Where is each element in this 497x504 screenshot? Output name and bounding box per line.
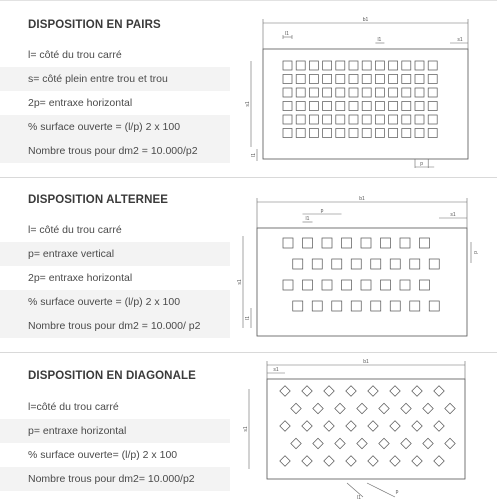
square-hole [402,115,411,124]
square-hole [371,301,381,311]
diamond-hole [434,421,444,431]
diamond-hole [313,403,323,413]
diamond-hole [390,421,400,431]
dimension-label: p [395,489,399,495]
square-hole [362,129,371,138]
square-hole [428,102,437,111]
square-hole [428,88,437,97]
diamond-hole [357,438,367,448]
spec-line: p= entraxe horizontal [0,419,230,443]
diamond-hole [445,438,455,448]
square-hole [389,102,398,111]
section-title: DISPOSITION EN PAIRS [28,19,161,31]
diamond-hole [412,421,422,431]
square-hole [349,129,358,138]
square-hole [322,280,332,290]
square-hole [415,75,424,84]
square-hole [322,238,332,248]
diamond-hole [335,403,345,413]
square-hole [323,115,332,124]
square-hole [332,301,342,311]
square-hole [375,115,384,124]
square-hole [362,75,371,84]
square-hole [402,129,411,138]
dimension-label: b1 [362,17,369,23]
square-hole [351,259,361,269]
square-hole [361,280,371,290]
spec-list [0,395,230,491]
diamond-hole [346,421,356,431]
square-hole [362,102,371,111]
diamond-hole [346,386,356,396]
section-disposition-en-pairs [0,0,497,177]
spec-line: l=côté du trou carré [28,401,119,413]
section-title: DISPOSITION EN DIAGONALE [28,370,196,382]
spec-line: Nombre trous pour dm2 = 10.000/ p2 [0,314,230,338]
square-hole [336,75,345,84]
diamond-hole [368,386,378,396]
square-hole [283,129,292,138]
square-hole [309,102,318,111]
diamond-hole [302,421,312,431]
plate-outline [257,228,467,336]
square-hole [415,88,424,97]
square-hole [389,61,398,70]
square-hole [371,259,381,269]
dimension-label: s1 [450,212,456,218]
diamond-hole [368,421,378,431]
square-hole [389,129,398,138]
square-hole [296,88,305,97]
dimension-label: s1 [245,101,251,107]
square-hole [303,280,313,290]
dimension-label: b1 [359,196,365,202]
square-hole [362,88,371,97]
square-hole [390,259,400,269]
diamond-hole [280,386,290,396]
square-hole [309,88,318,97]
diamond-hole [412,386,422,396]
square-hole [410,301,420,311]
spec-line: Nombre trous pour dm2 = 10.000/p2 [0,139,230,163]
square-hole [349,88,358,97]
square-hole [323,129,332,138]
diamond-hole [434,386,444,396]
square-hole [400,280,410,290]
diamond-hole [335,438,345,448]
diamond-hole [445,403,455,413]
dimension-line [367,483,395,497]
dimension-label: s1 [243,426,249,432]
square-hole [415,115,424,124]
diamond-hole [412,456,422,466]
square-hole [375,88,384,97]
diagram-alternee-svg [235,192,485,347]
diamond-hole [291,438,301,448]
square-hole [283,88,292,97]
square-hole [296,129,305,138]
dimension-label: b1 [363,359,369,365]
dimension-label: l1 [377,37,382,43]
square-hole [293,259,303,269]
square-hole [336,61,345,70]
diamond-hole [423,438,433,448]
diamond-hole [390,456,400,466]
square-hole [332,259,342,269]
square-hole [429,301,439,311]
square-hole [323,75,332,84]
square-hole [296,61,305,70]
diamond-hole [346,456,356,466]
dimension-label: l1 [305,216,310,222]
dimension-label: l1 [245,316,251,320]
square-hole [283,75,292,84]
diamond-hole [423,403,433,413]
section-disposition-en-diagonale [0,352,497,504]
square-hole [283,115,292,124]
dimension-label: s1 [237,279,243,285]
diamond-hole [434,456,444,466]
square-hole [400,238,410,248]
square-hole [309,61,318,70]
square-hole [296,102,305,111]
spec-line: p= entraxe vertical [0,242,230,266]
dimension-label: l1 [357,495,361,501]
diamond-hole [401,438,411,448]
diamond-hole [379,438,389,448]
square-hole [312,259,322,269]
square-hole [428,75,437,84]
square-hole [349,115,358,124]
square-hole [429,259,439,269]
square-hole [402,102,411,111]
diamond-hole [401,403,411,413]
square-hole [390,301,400,311]
square-hole [349,75,358,84]
diamond-hole [324,386,334,396]
dimension-label: l1 [285,31,289,37]
section-title: DISPOSITION ALTERNEE [28,194,169,206]
square-hole [375,102,384,111]
section-disposition-alternee [0,177,497,352]
square-hole [296,115,305,124]
square-hole [361,238,371,248]
square-hole [312,301,322,311]
square-hole [415,129,424,138]
square-hole [402,75,411,84]
square-hole [336,115,345,124]
square-hole [283,61,292,70]
square-hole [428,129,437,138]
square-hole [415,102,424,111]
diagram-alternee [235,192,485,347]
diamond-hole [357,403,367,413]
diamond-hole [313,438,323,448]
square-hole [420,280,430,290]
diamond-hole [324,456,334,466]
diagram-pairs [243,13,483,168]
spec-line: l= côté du trou carré [28,49,122,61]
spec-list [0,218,230,338]
diamond-hole [368,456,378,466]
square-hole [375,61,384,70]
spec-line: s= côté plein entre trou et trou [0,67,230,91]
square-hole [323,88,332,97]
spec-line: % surface ouverte = (l/p) 2 x 100 [0,115,230,139]
square-hole [420,238,430,248]
square-hole [349,61,358,70]
spec-line: 2p= entraxe horizontal [28,97,133,109]
square-hole [342,280,352,290]
square-hole [362,61,371,70]
diamond-hole [302,386,312,396]
spec-line: % surface ouverte= (l/p) 2 x 100 [28,449,178,461]
square-hole [303,238,313,248]
square-hole [389,75,398,84]
diamond-hole [324,421,334,431]
square-hole [362,115,371,124]
spec-line: l= côté du trou carré [28,224,122,236]
square-hole [283,238,293,248]
square-hole [389,88,398,97]
spec-list [0,43,230,163]
square-hole [381,238,391,248]
spec-line: % surface ouverte = (l/p) 2 x 100 [0,290,230,314]
square-hole [309,75,318,84]
square-hole [336,102,345,111]
square-hole [323,102,332,111]
spec-line: Nombre trous pour dm2= 10.000/p2 [0,467,230,491]
dimension-label: s1 [457,37,463,43]
square-hole [428,115,437,124]
square-hole [381,280,391,290]
plate-outline [267,379,465,479]
square-hole [296,75,305,84]
square-hole [402,88,411,97]
square-hole [342,238,352,248]
square-hole [293,301,303,311]
square-hole [336,88,345,97]
square-hole [402,61,411,70]
diamond-hole [390,386,400,396]
dimension-label: p [320,208,324,214]
square-hole [336,129,345,138]
square-hole [410,259,420,269]
spec-line: 2p= entraxe horizontal [28,272,133,284]
square-hole [375,75,384,84]
square-hole [375,129,384,138]
square-hole [428,61,437,70]
square-hole [415,61,424,70]
square-hole [309,115,318,124]
dimension-label: l1 [251,153,257,157]
square-hole [323,61,332,70]
diagram-diagonale [237,357,487,503]
diagram-diagonale-svg [237,357,487,503]
square-hole [309,129,318,138]
square-hole [351,301,361,311]
square-hole [283,102,292,111]
dimension-label: p [473,251,479,254]
dimension-label: p [420,161,423,167]
diamond-hole [280,456,290,466]
diamond-hole [379,403,389,413]
square-hole [283,280,293,290]
square-hole [389,115,398,124]
diamond-hole [280,421,290,431]
diamond-hole [291,403,301,413]
dimension-label: s1 [273,367,279,373]
square-hole [349,102,358,111]
diamond-hole [302,456,312,466]
diagram-pairs-svg [243,13,483,168]
